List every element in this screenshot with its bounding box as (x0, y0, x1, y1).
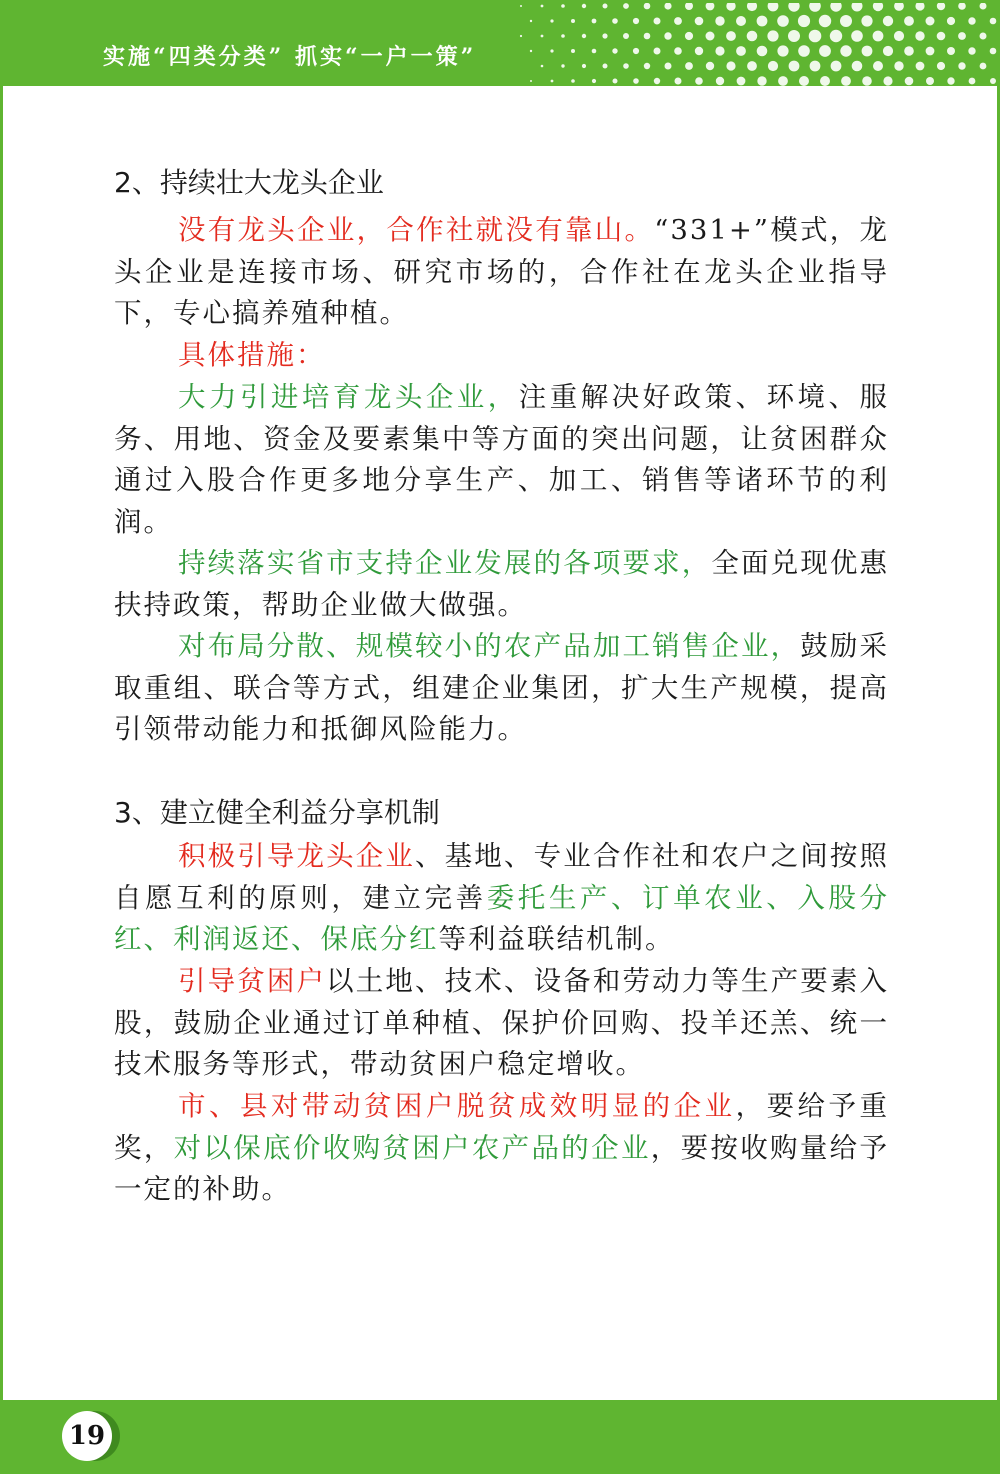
decorative-dot (582, 4, 586, 8)
decorative-dot (799, 76, 809, 86)
decorative-dot (883, 16, 893, 26)
text-run: 积极引导龙头企业 (178, 840, 416, 872)
decorative-dot (675, 78, 682, 85)
decorative-dot (990, 18, 997, 25)
decorative-dot (873, 1, 883, 11)
decorative-dot (947, 17, 955, 25)
decorative-dot (947, 47, 955, 55)
decorative-dot (883, 76, 892, 85)
decorative-dot (623, 3, 629, 9)
decorative-dot (873, 31, 884, 42)
decorative-dot (633, 48, 639, 54)
text-run: 对以保底价收购贫困户农产品的企业 (173, 1131, 651, 1164)
decorative-dot (820, 76, 830, 86)
decorative-dot (788, 30, 800, 42)
decorative-dot (883, 46, 893, 56)
decorative-dot (706, 62, 714, 70)
decorative-dot (747, 1, 757, 11)
text-run: 持续落实省市支持企业发展的各项要求， (178, 547, 712, 579)
paragraph (114, 961, 889, 1086)
decorative-dot (904, 16, 914, 26)
decorative-dot (788, 0, 799, 11)
decorative-dot (937, 2, 945, 10)
decorative-dot (969, 78, 976, 85)
decorative-dot (612, 48, 617, 53)
decorative-dot (654, 18, 661, 25)
decorative-dot (990, 48, 997, 55)
decorative-dot (852, 1, 863, 12)
text-run: 市、县对带动贫困户脱贫成效明显的企业 (178, 1090, 736, 1122)
decorative-dot (602, 33, 607, 38)
decorative-dot (582, 34, 586, 38)
paragraph (114, 1086, 889, 1211)
decorative-dot (768, 1, 779, 12)
decorative-dot (541, 35, 544, 38)
decorative-dot (809, 0, 821, 12)
decorative-dot (561, 64, 564, 67)
decorative-dot (819, 15, 831, 27)
paragraph (114, 335, 889, 377)
text-run: 委托生产、订单农业、入股分红、利润返还、保底分红 (114, 881, 889, 955)
decorative-dot (715, 46, 724, 55)
section-heading-2: 2、持续壮大龙头企业 (114, 166, 384, 199)
decorative-dot (664, 32, 671, 39)
decorative-dot (905, 77, 914, 86)
decorative-dot (665, 63, 672, 70)
decorative-dot (915, 31, 924, 40)
decorative-dot (840, 45, 851, 56)
decorative-dot (654, 48, 661, 55)
paragraph (114, 377, 889, 543)
decorative-dot (861, 15, 872, 26)
text-run: 没有龙头企业，合作社就没有靠山。 (178, 214, 655, 246)
decorative-dot (644, 3, 651, 10)
decorative-dot (990, 78, 996, 84)
decorative-dot (695, 17, 704, 26)
decorative-dot (947, 77, 954, 84)
decorative-dot (654, 78, 660, 84)
decorative-dot (561, 34, 565, 38)
decorative-dot (571, 79, 575, 83)
decorative-dot (623, 63, 629, 69)
section-heading-3: 3、建立健全利益分享机制 (114, 796, 440, 829)
decorative-dot (603, 64, 608, 69)
decorative-dot (582, 64, 586, 68)
decorative-dot (926, 17, 935, 26)
decorative-dot (571, 49, 575, 53)
decorative-dot (603, 4, 608, 9)
decorative-dot (706, 32, 715, 41)
decorative-dot (520, 5, 522, 7)
decorative-dot (550, 19, 553, 22)
decorative-dot (623, 33, 629, 39)
decorative-dot (777, 45, 788, 56)
text-run: 全面兑现优惠扶持政策，帮助企业做大做强。 (114, 547, 890, 621)
text-run: 以土地、技术、设备和劳动力等生产要素入股，鼓励企业通过订单种植、保护价回购、投羊还羔、统一技术服务等形式，带动贫困户稳定增收。 (114, 965, 890, 1080)
paragraph (114, 210, 889, 335)
decorative-dot (757, 76, 766, 85)
decorative-dot (716, 77, 724, 85)
decorative-dot (726, 1, 735, 10)
decorative-dot (592, 79, 596, 83)
text-run: 、基地、专业合作社和农户之间按照自愿互利的原则，建立完善 (114, 840, 890, 914)
decorative-dot (592, 19, 597, 24)
decorative-dot (980, 33, 987, 40)
decorative-dot (958, 2, 966, 10)
text-run: 等利益联结机制。 (438, 923, 675, 955)
decorative-dot (685, 2, 693, 10)
decorative-dot (644, 63, 650, 69)
decorative-dot (612, 18, 618, 24)
decorative-dot (715, 16, 724, 25)
decorative-dot (541, 5, 544, 8)
decorative-dot (862, 76, 872, 86)
decorative-dot (958, 32, 966, 40)
decorative-dot (571, 19, 575, 23)
decorative-dot (530, 20, 532, 22)
decorative-dot (840, 15, 852, 27)
decorative-dot (778, 76, 788, 86)
decorative-dot (757, 16, 768, 27)
text-run: ，要按收购量给予一定的补助。 (114, 1131, 890, 1205)
decorative-dot (726, 31, 736, 41)
decorative-dot (894, 31, 904, 41)
decorative-dot (798, 15, 810, 27)
decorative-dot (789, 61, 800, 72)
text-run: 引导贫困户 (178, 965, 327, 997)
header-title: 实施“四类分类” 抓实“一户一策” (103, 44, 477, 70)
decorative-dot (852, 61, 863, 72)
decorative-dot (685, 32, 693, 40)
decorative-dot (674, 47, 682, 55)
text-run: 具体措施： (178, 339, 326, 371)
decorative-dot (980, 63, 987, 70)
paragraph (114, 626, 889, 751)
decorative-dot (736, 46, 746, 56)
decorative-dot (968, 17, 975, 24)
decorative-dot (937, 62, 945, 70)
decorative-dot (706, 2, 715, 11)
page-number: 19 (62, 1411, 112, 1461)
decorative-dot (530, 50, 532, 52)
page-header (0, 0, 1000, 86)
decorative-dot (894, 1, 904, 11)
decorative-dot (695, 77, 703, 85)
decorative-dot (644, 33, 651, 40)
decorative-dot (674, 17, 682, 25)
decorative-dot (530, 80, 532, 82)
decorative-dot (561, 4, 565, 8)
decorative-dot (757, 46, 768, 57)
text-run: 鼓励采取重组、联合等方式，组建企业集团，扩大生产规模，提高引领带动能力和抵御风险能力。 (114, 630, 890, 745)
decorative-dot (767, 30, 778, 41)
decorative-dot (830, 0, 841, 11)
decorative-dot (541, 65, 544, 68)
paragraph (114, 836, 889, 961)
decorative-dot (768, 61, 778, 71)
decorative-dot (747, 61, 757, 71)
decorative-dot (873, 61, 883, 71)
decorative-dot (830, 30, 842, 42)
decorative-dot (592, 49, 597, 54)
decorative-dot (937, 32, 946, 41)
decorative-dot (633, 78, 639, 84)
decorative-dot (777, 15, 789, 27)
page-footer (0, 1400, 1000, 1474)
decorative-dot (664, 2, 671, 9)
decorative-dot (915, 1, 924, 10)
text-run: 注重解决好政策、环境、服务、用地、资金及要素集中等方面的突出问题，让贫困群众通过入股合作更多地分享生产、加工、销售等诸环节的利润。 (114, 381, 889, 538)
decorative-dot (810, 61, 821, 72)
decorative-dot (613, 79, 618, 84)
decorative-dot (916, 62, 925, 71)
text-run: 大力引进培育龙头企业， (178, 381, 519, 413)
decorative-dot (904, 46, 914, 56)
decorative-dot (968, 47, 975, 54)
text-run: ，要给予重奖， (114, 1090, 890, 1164)
decorative-dot (798, 45, 810, 57)
decorative-dot (926, 47, 935, 56)
decorative-dot (550, 49, 553, 52)
decorative-dot (841, 76, 851, 86)
decorative-dot (633, 18, 639, 24)
decorative-dot (894, 61, 903, 70)
decorative-dot (831, 61, 842, 72)
text-run: 对布局分散、规模较小的农产品加工销售企业， (178, 630, 801, 662)
decorative-dot (551, 80, 554, 83)
decorative-dot (809, 30, 822, 43)
decorative-dot (958, 62, 965, 69)
decorative-dot (862, 46, 873, 57)
decorative-dot (685, 62, 693, 70)
text-run: “331+”模式，龙头企业是连接市场、研究市场的，合作社在龙头企业指导下，专心搞养殖种植。 (114, 214, 889, 329)
decorative-dot (695, 47, 703, 55)
decorative-dot (737, 77, 746, 86)
decorative-dot (520, 35, 522, 37)
decorative-dot (736, 16, 746, 26)
decorative-dot (926, 77, 934, 85)
decorative-dot (819, 45, 831, 57)
decorative-dot (851, 30, 863, 42)
decorative-dot (747, 31, 758, 42)
decorative-dot (980, 3, 987, 10)
decorative-dot (726, 61, 735, 70)
paragraph (114, 543, 889, 626)
